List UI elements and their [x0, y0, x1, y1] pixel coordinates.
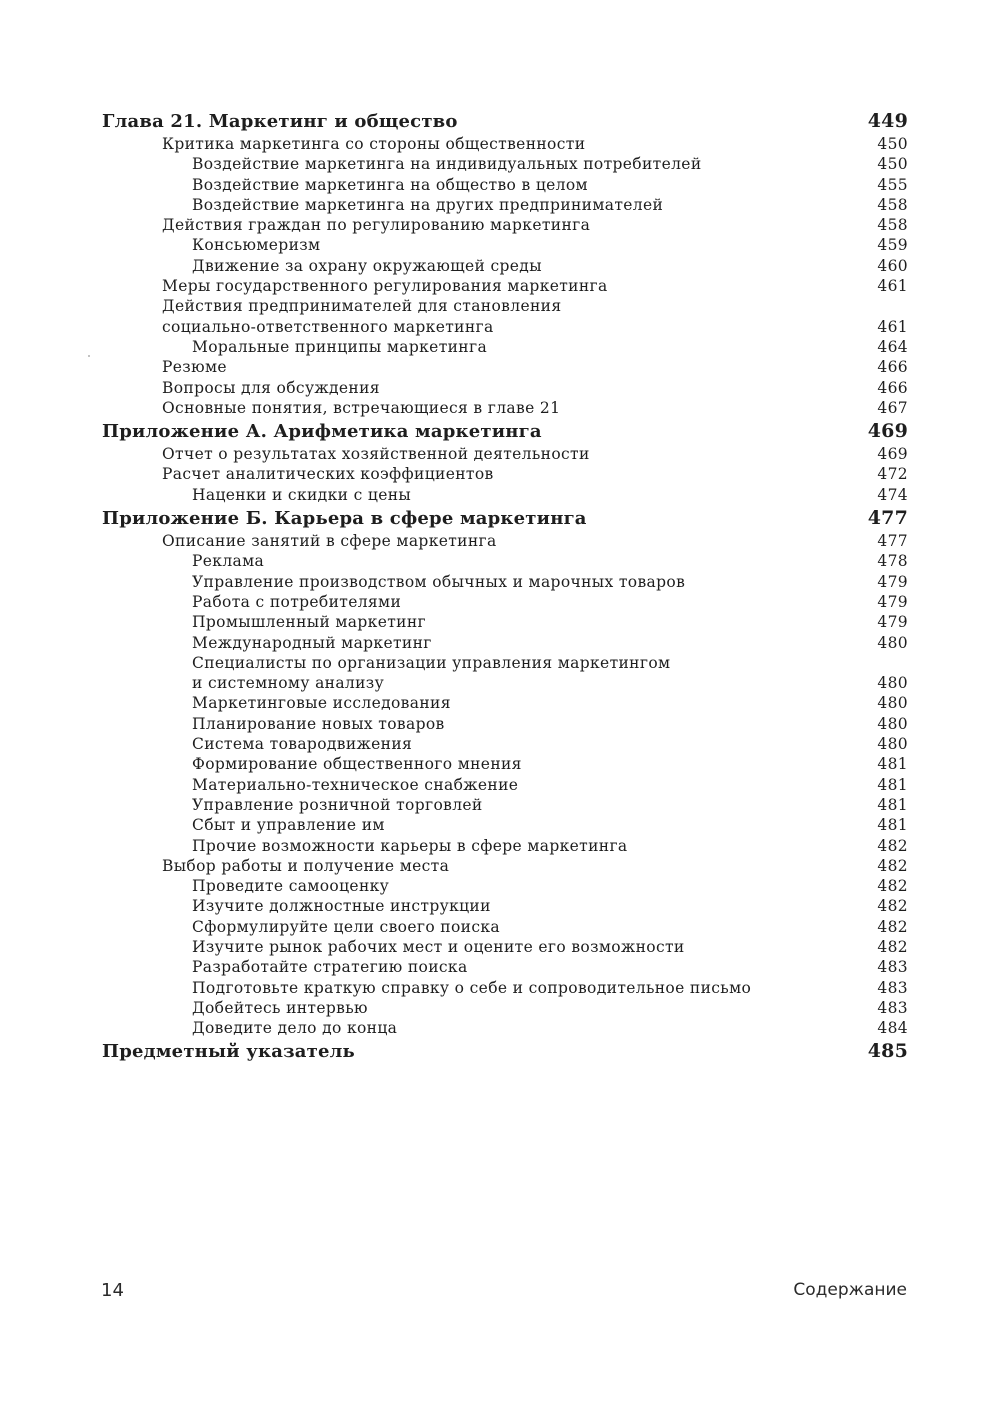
toc-subsection-entry	[102, 154, 908, 174]
toc-entry-page: 466	[877, 378, 908, 397]
toc-entry-page: 458	[877, 195, 908, 214]
toc-entry-title: Глава 21. Маркетинг и общество	[102, 111, 458, 132]
toc-entry-page: 461	[877, 277, 908, 296]
toc-entry-page: 480	[877, 714, 908, 733]
toc-entry-title: Изучите рынок рабочих мест и оцените его возможности	[192, 937, 685, 956]
toc-entry-page: 482	[877, 937, 908, 956]
toc-entry-page: 479	[877, 572, 908, 591]
toc-entry-title: и системному анализу	[192, 674, 385, 693]
toc-entry-title: Консьюмеризм	[192, 236, 321, 255]
toc-entry-page: 461	[877, 317, 908, 336]
toc-entry-title: Доведите дело до конца	[192, 1019, 398, 1038]
toc-entry-page: 483	[877, 958, 908, 977]
toc-entry-page: 482	[877, 877, 908, 896]
toc-entry-page: 480	[877, 735, 908, 754]
toc-entry-title: Расчет аналитических коэффициентов	[162, 465, 494, 484]
toc-entry-title: Работа с потребителями	[192, 592, 402, 611]
footer-section-title: Содержание	[793, 1280, 907, 1300]
toc-section-entry	[102, 444, 908, 464]
toc-section-entry	[102, 317, 908, 337]
toc-entry-title: Маркетинговые исследования	[192, 694, 451, 713]
toc-entry-page: 485	[867, 1040, 908, 1063]
toc-entry-title: Резюме	[162, 358, 227, 377]
footer-page-number: 14	[101, 1280, 124, 1301]
toc-entry-page: 482	[877, 917, 908, 936]
toc-chapter-entry	[102, 110, 908, 133]
toc-subsection-entry	[102, 673, 908, 693]
toc-subsection-entry	[102, 998, 908, 1018]
toc-subsection-entry	[102, 937, 908, 957]
toc-entry-title: Проведите самооценку	[192, 877, 390, 896]
toc-subsection-entry	[102, 175, 908, 195]
toc-subsection-entry	[102, 917, 908, 937]
toc-entry-page: 477	[877, 532, 908, 551]
toc-entry-title: Воздействие маркетинга на общество в целом	[192, 175, 588, 194]
toc-subsection-entry	[102, 256, 908, 276]
toc-chapter-entry	[102, 1040, 908, 1063]
toc-entry-title: Наценки и скидки с цены	[192, 485, 412, 504]
toc-subsection-entry	[102, 653, 908, 673]
toc-entry-title: Добейтесь интервью	[192, 998, 368, 1017]
toc-section-entry	[102, 398, 908, 418]
toc-entry-page: 455	[877, 175, 908, 194]
toc-section-entry	[102, 378, 908, 398]
toc-entry-title: Управление розничной торговлей	[192, 795, 483, 814]
toc-subsection-entry	[102, 836, 908, 856]
toc-subsection-entry	[102, 734, 908, 754]
toc-subsection-entry	[102, 633, 908, 653]
toc-entry-title: Вопросы для обсуждения	[162, 378, 380, 397]
toc-section-entry	[102, 134, 908, 154]
toc-entry-title: Система товародвижения	[192, 735, 413, 754]
toc-entry-title: Сформулируйте цели своего поиска	[192, 917, 500, 936]
toc-entry-page: 474	[877, 485, 908, 504]
toc-entry-page: 450	[877, 135, 908, 153]
toc-entry-title: Материально-техническое снабжение	[192, 775, 519, 794]
toc-section-entry	[102, 296, 908, 316]
toc-subsection-entry	[102, 775, 908, 795]
toc-entry-title: Критика маркетинга со стороны общественности	[162, 135, 586, 153]
toc-entry-title: Разработайте стратегию поиска	[192, 958, 468, 977]
toc-entry-title: Специалисты по организации управления маркетингом	[192, 653, 671, 672]
toc-entry-title: Подготовьте краткую справку о себе и сопроводительное письмо	[192, 978, 752, 997]
toc-section-entry	[102, 856, 908, 876]
toc-subsection-entry	[102, 195, 908, 215]
toc-entry-title: Приложение А. Арифметика маркетинга	[102, 421, 542, 443]
toc-entry-page: 478	[877, 552, 908, 571]
toc-entry-page: 469	[877, 445, 908, 464]
toc-entry-title: Международный маркетинг	[192, 633, 432, 652]
toc-subsection-entry	[102, 957, 908, 977]
toc-entry-page: 482	[877, 897, 908, 916]
toc-entry-page: 482	[877, 856, 908, 875]
toc-section-entry	[102, 531, 908, 551]
toc-entry-title: Промышленный маркетинг	[192, 613, 426, 632]
toc-subsection-entry	[102, 896, 908, 916]
toc-subsection-entry	[102, 551, 908, 571]
toc-subsection-entry	[102, 876, 908, 896]
toc-entry-page: 479	[877, 592, 908, 611]
toc-entry-page: 480	[877, 633, 908, 652]
toc-entry-title: Управление производством обычных и марочных товаров	[192, 572, 686, 591]
toc-entry-page: 480	[877, 674, 908, 693]
toc-entry-title: Выбор работы и получение места	[162, 856, 450, 875]
toc-subsection-entry	[102, 337, 908, 357]
toc-entry-page: 466	[877, 358, 908, 377]
toc-entry-page: 481	[877, 755, 908, 774]
toc-entry-page: 460	[877, 256, 908, 275]
table-of-contents	[102, 110, 908, 1064]
toc-entry-page: 464	[877, 337, 908, 356]
toc-entry-title: Действия граждан по регулированию маркетинга	[162, 216, 591, 235]
toc-entry-page: 481	[877, 795, 908, 814]
toc-subsection-entry	[102, 592, 908, 612]
toc-entry-title: Меры государственного регулирования маркетинга	[162, 277, 608, 296]
toc-entry-page: 449	[867, 110, 908, 132]
toc-entry-title: Воздействие маркетинга на других предпринимателей	[192, 195, 664, 214]
toc-entry-page: 483	[877, 998, 908, 1017]
toc-subsection-entry	[102, 612, 908, 632]
toc-entry-title: социально-ответственного маркетинга	[162, 317, 494, 336]
toc-section-entry	[102, 276, 908, 296]
toc-subsection-entry	[102, 572, 908, 592]
toc-entry-title: Сбыт и управление им	[192, 816, 385, 835]
toc-section-entry	[102, 357, 908, 377]
toc-entry-page: 467	[877, 398, 908, 417]
toc-chapter-entry	[102, 420, 908, 443]
toc-entry-page: 479	[877, 613, 908, 632]
toc-subsection-entry	[102, 754, 908, 774]
toc-entry-title: Приложение Б. Карьера в сфере маркетинга	[102, 508, 587, 530]
toc-entry-page: 481	[877, 775, 908, 794]
toc-section-entry	[102, 215, 908, 235]
toc-entry-page: 469	[867, 420, 908, 443]
toc-entry-title: Отчет о результатах хозяйственной деятельности	[162, 445, 590, 464]
toc-entry-title: Моральные принципы маркетинга	[192, 337, 488, 356]
toc-entry-page: 480	[877, 694, 908, 713]
scan-speck	[88, 355, 90, 357]
toc-subsection-entry	[102, 714, 908, 734]
toc-subsection-entry	[102, 485, 908, 505]
toc-entry-title: Формирование общественного мнения	[192, 755, 522, 774]
toc-entry-page: 482	[877, 836, 908, 855]
toc-entry-title: Описание занятий в сфере маркетинга	[162, 532, 497, 551]
toc-subsection-entry	[102, 795, 908, 815]
toc-entry-title: Реклама	[192, 552, 265, 571]
toc-entry-page: 459	[877, 236, 908, 255]
toc-subsection-entry	[102, 235, 908, 255]
toc-entry-title: Воздействие маркетинга на индивидуальных потребителей	[192, 155, 702, 174]
toc-entry-title: Основные понятия, встречающиеся в главе 21	[162, 398, 561, 417]
toc-entry-page: 450	[877, 155, 908, 174]
toc-section-entry	[102, 464, 908, 484]
toc-subsection-entry	[102, 978, 908, 998]
toc-entry-page: 472	[877, 465, 908, 484]
toc-entry-title: Движение за охрану окружающей среды	[192, 256, 542, 275]
toc-entry-page: 458	[877, 216, 908, 235]
toc-entry-page: 483	[877, 978, 908, 997]
toc-chapter-entry	[102, 507, 908, 530]
toc-entry-title: Прочие возможности карьеры в сфере маркетинга	[192, 836, 628, 855]
toc-subsection-entry	[102, 693, 908, 713]
toc-subsection-entry	[102, 1018, 908, 1038]
toc-subsection-entry	[102, 815, 908, 835]
toc-entry-title: Изучите должностные инструкции	[192, 897, 491, 916]
toc-entry-title: Предметный указатель	[102, 1041, 355, 1063]
toc-entry-page: 484	[877, 1019, 908, 1038]
toc-entry-title: Планирование новых товаров	[192, 714, 445, 733]
toc-entry-page: 481	[877, 816, 908, 835]
toc-entry-page: 477	[867, 507, 908, 530]
toc-entry-title: Действия предпринимателей для становления	[162, 297, 562, 316]
